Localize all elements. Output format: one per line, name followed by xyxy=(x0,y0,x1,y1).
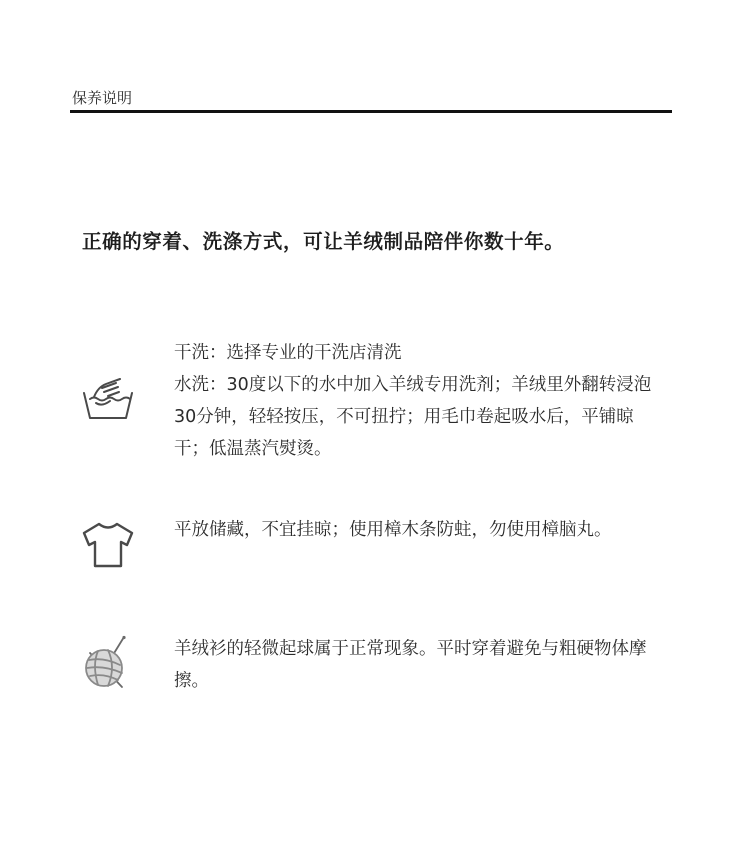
dry-clean-line: 干洗：选择专业的干洗店清洗 xyxy=(174,343,402,363)
care-text-storage xyxy=(174,514,654,546)
care-text-washing xyxy=(174,337,654,465)
water-wash-line: 水洗：30度以下的水中加入羊绒专用洗剂；羊绒里外翻转浸泡30分钟，轻轻按压，不可扭拧；用毛巾卷起吸水后，平铺晾干；低温蒸汽熨烫。 xyxy=(174,375,652,459)
care-text-pilling xyxy=(174,633,654,697)
yarn-ball-icon xyxy=(80,635,136,691)
section-header xyxy=(70,88,672,113)
t-shirt-icon xyxy=(80,518,136,574)
section-title: 保养说明 xyxy=(72,89,133,107)
tagline: 正确的穿着、洗涤方式，可让羊绒制品陪伴你数十年。 xyxy=(82,230,565,253)
storage-line: 平放储藏，不宜挂晾；使用樟木条防蛀，勿使用樟脑丸。 xyxy=(174,520,612,540)
pilling-line: 羊绒衫的轻微起球属于正常现象。平时穿着避免与粗硬物体摩擦。 xyxy=(174,639,647,691)
hand-wash-icon xyxy=(80,373,136,429)
header-divider xyxy=(70,110,672,113)
